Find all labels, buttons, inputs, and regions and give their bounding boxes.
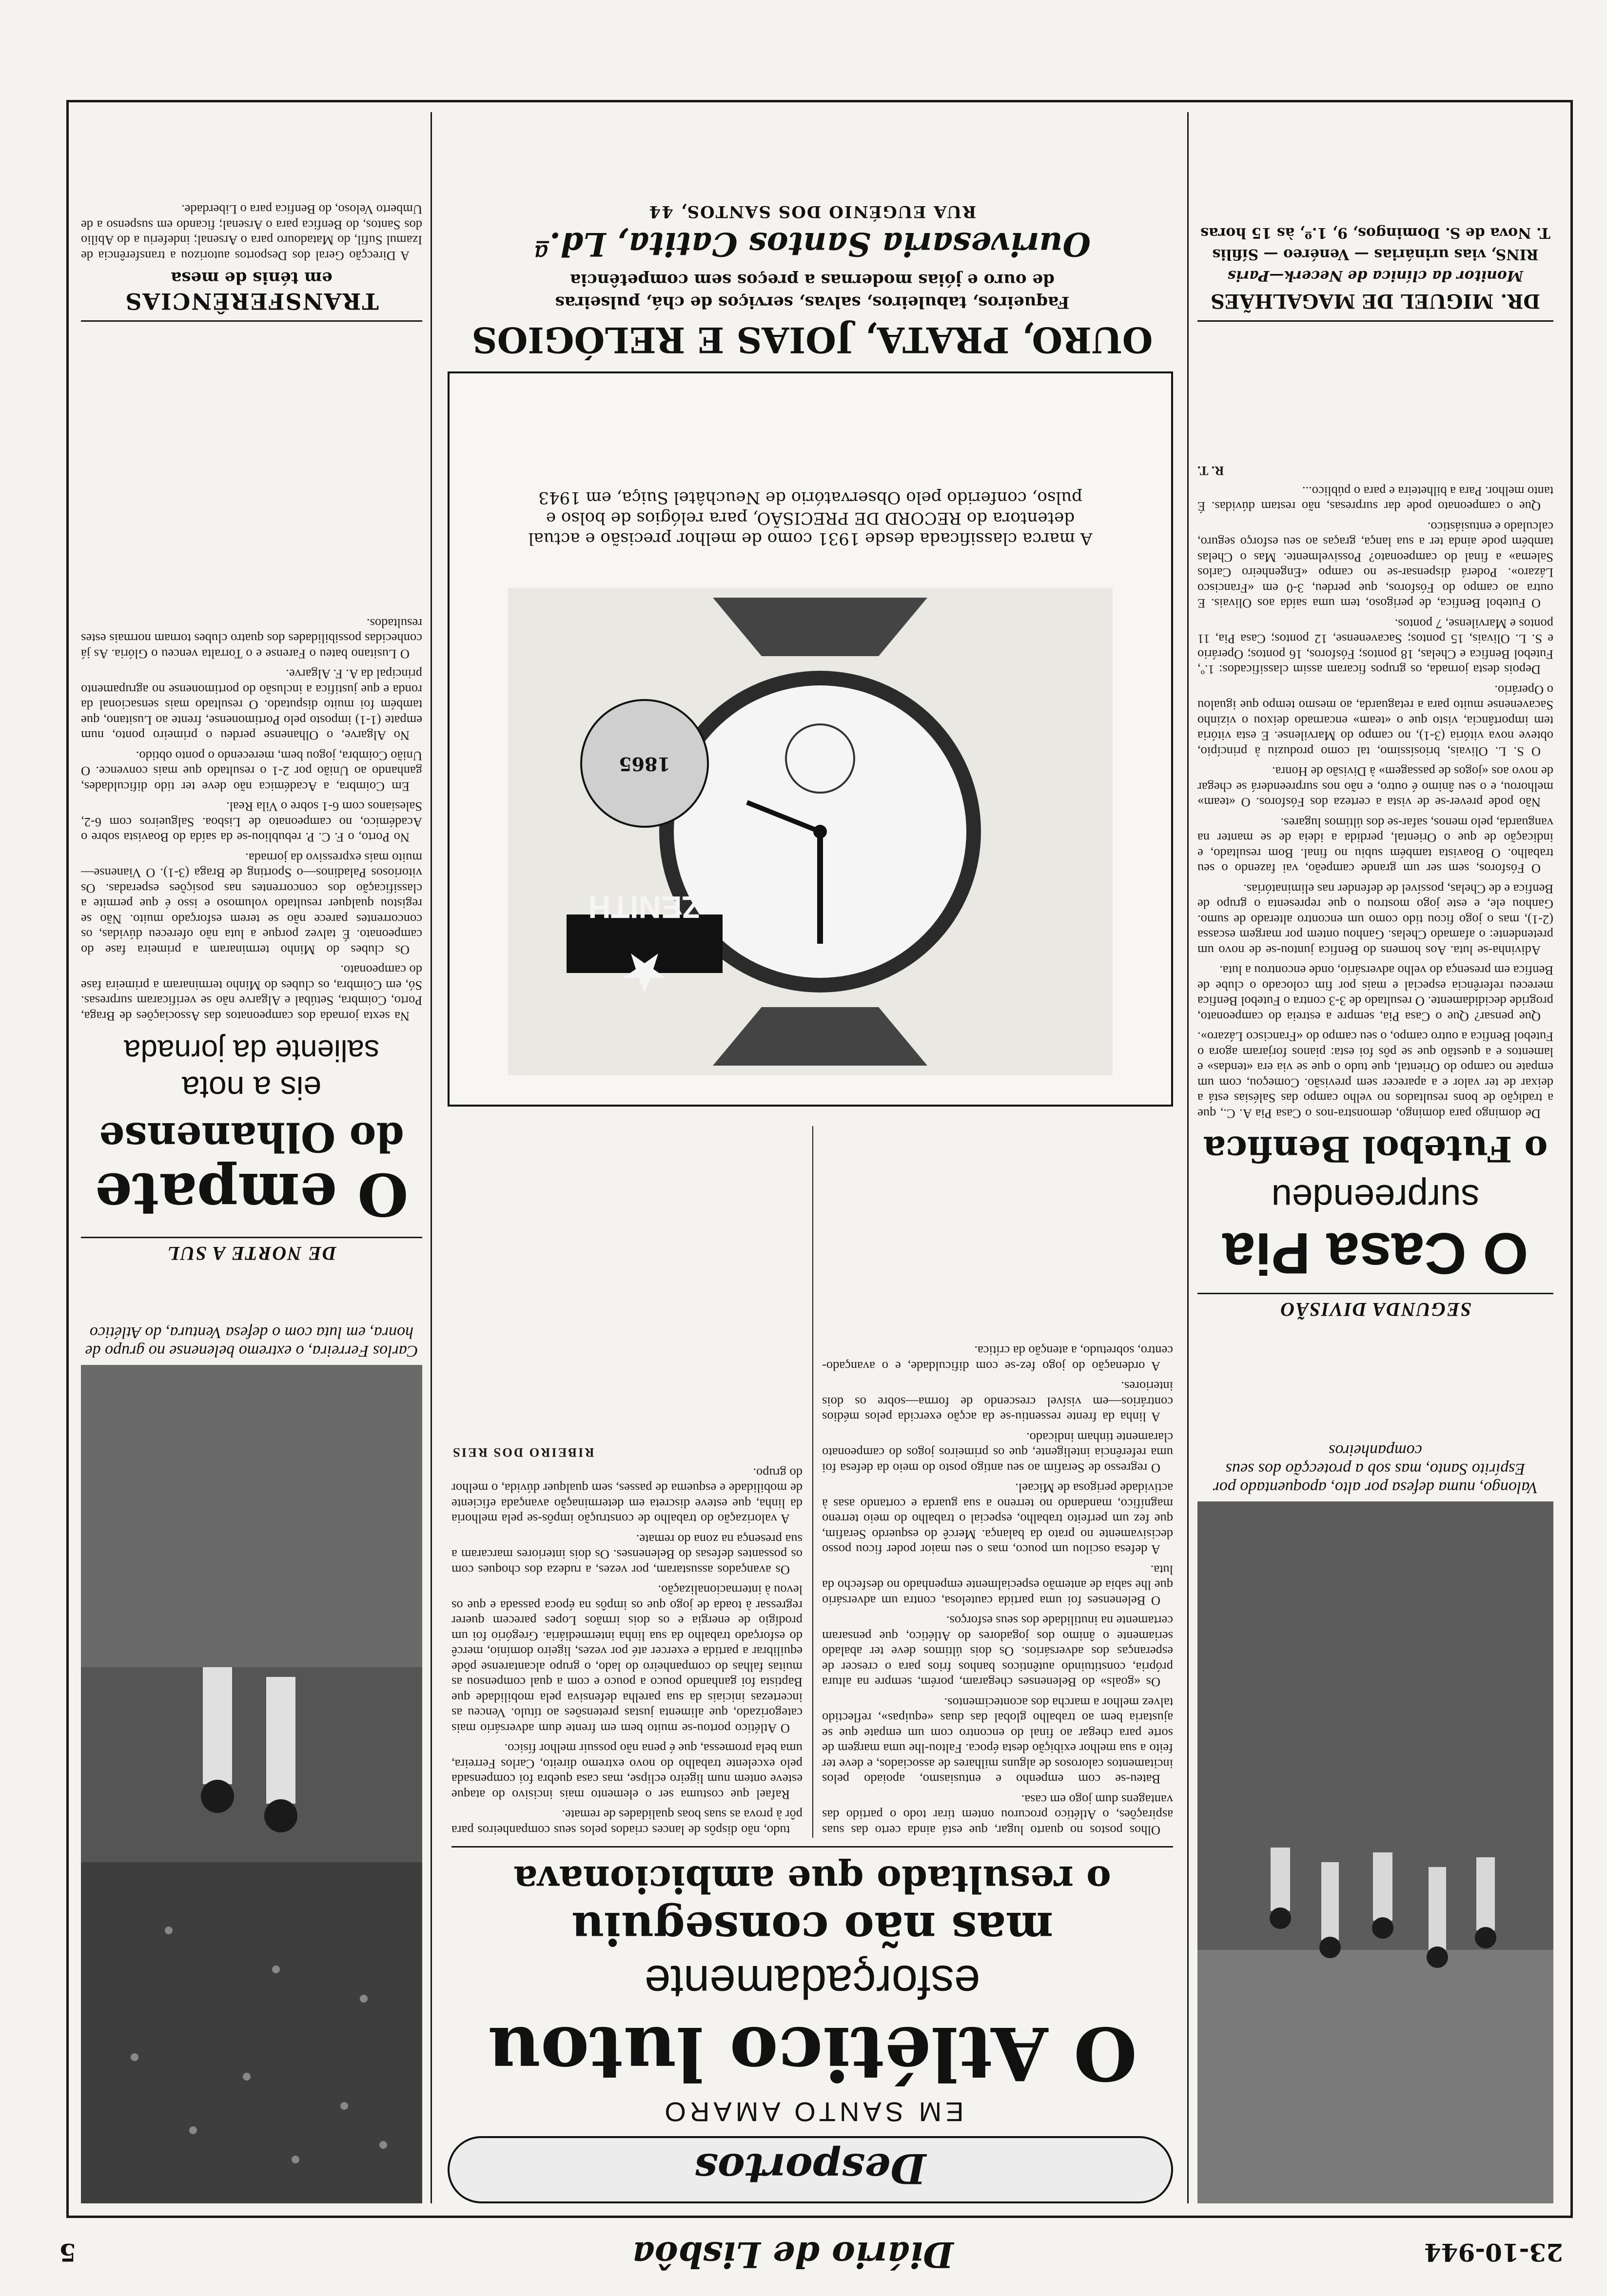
article-headline-4: o resultado que ambicionava <box>513 1858 1111 1901</box>
right-headline-2: do Olhanense <box>99 1113 404 1160</box>
jeweler-ad <box>451 112 1173 366</box>
frame-bottom-rule <box>66 100 1573 102</box>
article-column-a <box>822 1126 1173 1838</box>
article-a-para: A defesa oscilou um pouco, mas o seu maior poder ficou posso decisivamente no prato da balança. Mercê do esquerdo Serafim, que fez um perfeito trabalho, especial o trabalho do meio terreno magnífico, mandando no terreno a sua guarda e cortando asas à actividade perigosa de Micael. <box>822 1481 1173 1557</box>
transfers-rule <box>81 320 422 322</box>
doctor-line-2: RINS, vias urinárias — Venéreo — Sífilis <box>1212 246 1539 263</box>
article-column-b <box>451 1126 803 1838</box>
left-byline: R. T. <box>1197 464 1224 479</box>
jeweler-line-2: de ouro e jóias modernas a preços sem competência <box>570 270 1055 290</box>
article-a-para: A linha da frente ressentiu-se da acção exercida pelos médios contrários—em visível crescendo de forma—sobre os dois interiores. <box>822 1379 1173 1425</box>
right-column-divider <box>431 112 432 2203</box>
doctor-ad <box>1197 111 1553 322</box>
article-headline-3: mas não conseguiu <box>571 1902 1054 1955</box>
date: 23-10-944 <box>1424 2238 1563 2267</box>
match-photo-left <box>1197 1501 1553 2203</box>
left-headline-2: surpreendeu <box>1271 1177 1480 1218</box>
section-banner <box>448 2136 1173 2203</box>
right-para: No Porto, o F. C. P. rebubliou-se da saída do Boavista sobre o Académico, no campeonato de Lisboa. Salgueiros com 6-2, Salesianos com 6-1 sobre o Vila Real. <box>81 799 422 845</box>
zenith-ad <box>448 371 1173 1107</box>
transfers-body: A Direcção Geral dos Desportos autorizou a transferência de Izamul Sufil, do Matadouro para o Arsenal; indeferiu a do Abílio dos Santos, do Benfica para o Arsenal; ficando em suspenso a de Umberto Veloso, do Benfica para o Liberdade. <box>81 202 422 263</box>
jeweler-name: Ourivesaria Santos Catita, Ld.ª <box>534 225 1091 263</box>
left-para: Que pensar? Que o Casa Pia, sempre a estreia do campeonato, progride decididamente. O resultado de 3-3 contra o Futebol Benfica mereceu referência especial e mais por fim colocado o clube de Benfica em presença do velho adversário, onde encontrou a luta. <box>1197 963 1553 1024</box>
right-headline-1: O empate <box>95 1160 409 1228</box>
watch-brand: ZENITH <box>588 890 701 925</box>
doctor-name: DR. MIGUEL DE MAGALHÃES <box>1210 290 1541 312</box>
article-byline: RIBEIRO DOS REIS <box>451 1445 594 1460</box>
article-a-para: Bateu-se com empenho e entusiasmo, apoiado pelos incitamentos calorosos de alguns milhares de associados, e deve ter feito a sua melhor exibição desta época. Faltou-lhe uma margem de sorte para chegar ao final do encontro com um empate que se ajustaria bem ao trabalho global das duas «equipas», reflectido talvez melhor a marcha dos acontecimentos. <box>822 1695 1173 1787</box>
right-headline-3: eis a nota <box>181 1070 322 1106</box>
right-para: Na sexta jornada dos campeonatos das Associações de Braga, Porto, Coimbra, Setúbal e Algarve não se verificaram surpresas. Só, em Coimbra, os clubes do Minho terminaram a primeira fase do campeonato. <box>81 963 422 1024</box>
left-category-rule <box>1197 1293 1553 1294</box>
left-para: O Fósforos, sem ser um grande campeão, vai fazendo o seu trabalho. O Boavista também subiu no final. Bom resultado, e indicação de que o Oriental, perdida a ideia de se manter na vanguarda, pelo menos, safar-se dos últimos lugares. <box>1197 816 1553 876</box>
article-b-para: O Atlético portou-se muito bem em frente dum adversário mais categorizado, que alimenta justas pretensões ao título. Venceu as incertezas iniciais da sua parelha defensiva pela mobilidade que Baptista foi ganhando pouco a pouco e com a qual compensou as muitas falhas do companheiro do lado, o grupo alcantarense pôde equilibrar a partida e exercer até por vezes, ligeiro domínio, mercê do esforçado trabalho da sua linha intermediária. Gregório foi um prodígio de energia e os dois irmãos Lopes parecem querer regressar à toada de jogo que os impôs na época passada e que os levou à internacionalização. <box>451 1583 803 1736</box>
photo-left-caption: Valongo, numa defesa por alto, apoquentado por Espírito Santo, mas sob a protecção dos seus companheiros <box>1213 1441 1538 1497</box>
article-kicker: EM SANTO AMARO <box>661 2097 964 2127</box>
article-a-para: O regresso de Serafim ao seu antigo posto do meio da defesa foi uma referência inteligente, que os primeiros jogos do campeonato claramente tinham indicado. <box>822 1430 1173 1476</box>
frame-left-rule <box>1570 100 1573 2218</box>
right-category: DE NORTE A SUL <box>167 1243 336 1265</box>
right-column-body <box>81 327 422 1024</box>
column-divider <box>812 1126 813 1838</box>
jeweler-line-1: Faqueiros, tabuleiros, salvas, serviços de chá, pulseiras <box>555 292 1070 312</box>
right-para: Em Coimbra, a Académica não deve ter tido dificuldades, ganhando ao União por 2-1 o resultado que mais convence. O União Coimbra, jogou bem, merecendo o ponto obtido. <box>81 749 422 794</box>
left-headline-3: o Futebol Benfica <box>1203 1129 1548 1170</box>
article-a-para: Os «goals» do Belenenses chegaram, porém, sempre na altura própria, constituindo autênticos banhos frios para o crescer de esperanças dos adversários. Os dois últimos deve ter abalado seriamente o ânimo dos jogadores do Atlético, que pensaram certamente na inutilidade dos seus esforços. <box>822 1614 1173 1690</box>
right-para: O Lusitano bateu o Farense e o Torralta venceu o Glória. As já conhecidas possibilidades dos quatro clubes tornam normais estes resultados. <box>81 616 422 662</box>
jeweler-title: OURO, PRATA, JOIAS E RELÓGIOS <box>471 319 1153 361</box>
left-column-divider <box>1187 112 1189 2203</box>
article-a-para: A ordenação do jogo fez-se com dificuldade, e o avançado-centro, sobretudo, a atenção da crítica. <box>822 1343 1173 1374</box>
left-para: O S. L. Olivais, briosíssimo, tal como produziu à princípio, obteve nova vitória (3-1), no campo do Marvilense. E esta vitória tem importância, visto que o «team» encarnado deixou o vizinho Sacavenense muito para a retaguarda, ao mesmo tempo que igualou o Operário. <box>1197 683 1553 759</box>
watch-year: 1865 <box>619 753 670 775</box>
page-number: 5 <box>59 2238 76 2267</box>
watch-text: A marca classificada desde 1931 como de melhor precisão e actual detentora do RECORD DE PRECISÃO, para relógios de bolso e pulso, conferido pelo Observatório de Neuchâtel Suiça, em 1943 <box>528 488 1093 548</box>
left-para: Que o campeonato pode dar surpresas, não restam dúvidas. É tanto melhor. Para a bilheteira e para o público... <box>1197 484 1553 514</box>
match-photo-right <box>81 1365 422 2203</box>
article-headline-main: O Atlético lutou <box>487 2010 1137 2096</box>
paper-name: Diário de Lisbôa <box>632 2234 954 2276</box>
headline-divider <box>451 1846 1173 1848</box>
transfers-subtitle: em ténis de mesa <box>171 268 333 288</box>
right-category-rule <box>81 1237 422 1238</box>
doctor-line-1: Monitor da clínica de Necerk—Paris <box>1227 267 1524 284</box>
article-a-para: Olhos postos no quarto lugar, que está ainda certo das suas aspirações, o Atlético procurou ontem tirar todo o partido das vantagens dum jogo em casa. <box>822 1792 1173 1838</box>
left-headline-1: O Casa Pia <box>1222 1221 1529 1286</box>
article-b-para: tudo, não dispôs de lances criados pelos seus companheiros para pôr à prova as suas boas qualidades de remate. <box>451 1808 803 1838</box>
left-column-body <box>1197 331 1553 1121</box>
left-category: SEGUNDA DIVISÃO <box>1279 1299 1471 1321</box>
left-para: Depois desta jornada, os grupos ficaram assim classificados: 1.º, Futebol Benfica e Chelas, 18 pontos; Fósforos, 16 pontos; Operário e S. L. Olivais, 15 pontos; Sacavenense, 12 pontos; Casa Pia, 11 pontos e Marvilense, 7 pontos. <box>1197 617 1553 678</box>
article-a-para: O Belenenses foi uma partida cautelosa, contra um adversário que lhe sabia de antemão especialmente empenhado no desfecho da luta. <box>822 1563 1173 1608</box>
left-para: O Futebol Benfica, de perigoso, tem uma saída aos Olivais. E outra ao campo do Fósforos, que perdeu, 3-0 em «Francisco Lázaro». Poderá dispensar-se no campo «Engenheiro Carlos Salema» a final do campeonato? Possivelmente. Mas o Chelas também pode ainda ter a sua lança, graças ao seu esforço seguro, calculado e entusiástico. <box>1197 520 1553 611</box>
left-para: De domingo para domingo, demonstra-nos o Casa Pia A. C., que a tradição de bons resultados no velho campo das Salésias está a deixar de ter valor e a aparecer sem previsão. Começou, com um empate no campo do Oriental, que tudo o que se via era «tendas» e lamentos e a questão que se pôs foi esta: pianos forjaram agora o Futebol Benfica a outro campo, o seu campo do «Francisco Lázaro». <box>1197 1030 1553 1121</box>
transfers-body-wrap <box>81 112 422 263</box>
jeweler-address: RUA EUGÉNIO DOS SANTOS, 44 <box>648 202 977 221</box>
article-headline-2: esforçadamente <box>644 1956 980 2008</box>
photo-right-caption: Carlos Ferreira, o extremo belenense no grupo de honra, em luta com o defesa Ventura, do Atlético <box>85 1323 418 1360</box>
article-b-para: A valorização do trabalho de construção impôs-se pela melhoria da linha, que esteve discreta em determinação avançada eficiente de mobilidade e esquema de passes, sem qualquer dúvida, o melhor do grupo. <box>451 1466 803 1527</box>
right-para: No Algarve, o Olhanense perdeu o primeiro ponto, num empate (1-1) imposto pelo Portimonense, frente ao Lusitano, que também foi muito disputado. O resultado mais sensacional da ronda e que justifica a inclusão do portimonense no agrupamento principal da A. F. Algarve. <box>81 667 422 743</box>
right-para: Os clubes do Minho terminaram a primeira fase do campeonato. É talvez porque a luta não ofereceu dúvidas, os concorrentes parece não se terem esforçado muito. Não se registou qualquer resultado volumoso e isso é que permite a classificação dos concorrentes nas posições esperadas. Os vitoriosos Paladinos—o Sporting de Braga (3-1). O Vianense—muito mais expressivo da jornada. <box>81 851 422 957</box>
left-para: Adivinha-se luta. Aos homens do Benfica juntou-se de novo um pretendente: o afamado Chelas. Ganhou ontem por margem escassa (2-1), mas o jogo ficou tido como um encontro alterado de sumo. Ganhou ele, e este jogo mostrou o que representa o grupo de Benfica e de Chelas, possível de defender nas eliminatórias. <box>1197 882 1553 958</box>
transfers-title: TRANSFERÊNCIAS <box>124 288 379 314</box>
frame-top-rule <box>66 2216 1573 2218</box>
doctor-line-3: T. Nova de S. Domingos, 9, 1.º, às 15 horas <box>1200 224 1550 241</box>
frame-right-rule <box>66 100 69 2218</box>
section-banner-title: Desportos <box>694 2144 926 2193</box>
left-para: Não pode prever-se de vista a certeza dos Fósforos. O «team» melhorou, e o seu ânimo é outro, e não nos surpreenderá se chegar de novo aos «jogos de passagem» à Divisão de Honra. <box>1197 764 1553 810</box>
article-b-para: Os avançados assustaram, por vezes, a rudeza dos choques com os possantes defesas do Belenenses. Os dois interiores marcaram a sua presença na zona do remate. <box>451 1532 803 1577</box>
article-b-para: Rafael que costuma ser o elemento mais incisivo do ataque esteve ontem num ligeiro eclipse, mas casa quebra foi compensada pelo excelente trabalho do novo extremo direito, Carlos Ferreira, uma bela promessa, que é pena não possuir melhor físico. <box>451 1741 803 1802</box>
watch-illustration <box>450 559 1171 1105</box>
right-headline-4: saliente da jornada <box>124 1033 379 1067</box>
